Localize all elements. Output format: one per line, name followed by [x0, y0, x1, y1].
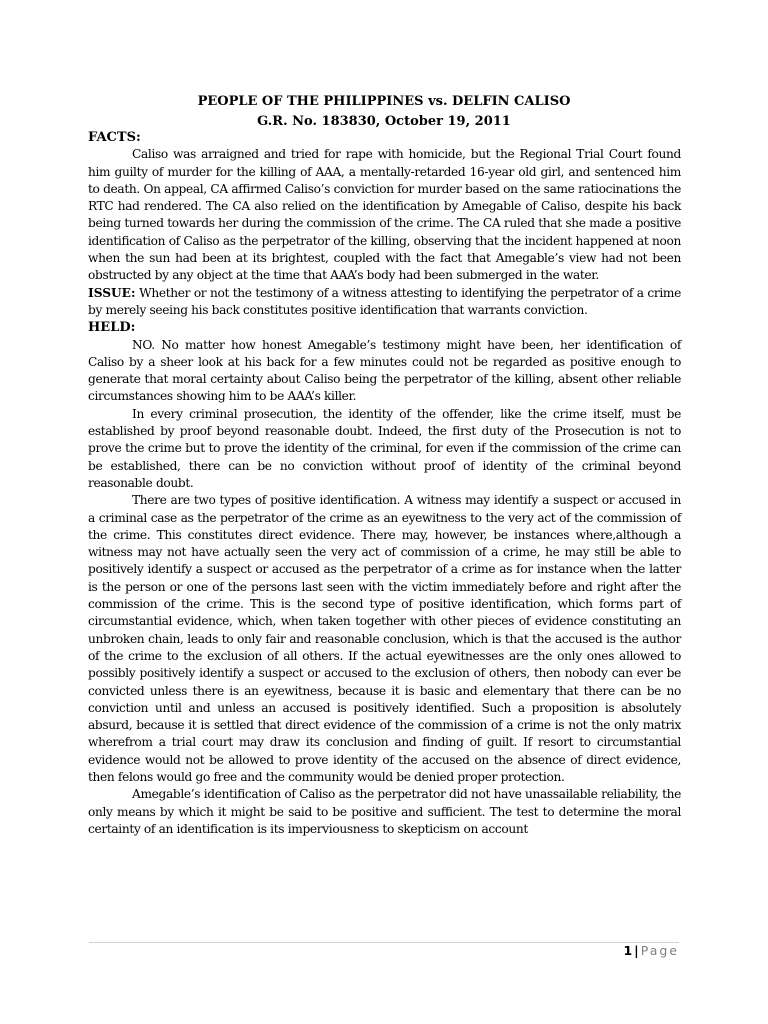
facts-paragraph: Caliso was arraigned and tried for rape with homicide, but the Regional Trial Court found him guilty of murder for the killing of AAA, a mentally-retarded 16-year old girl, and sentenced him to death. On appeal, CA affirmed Caliso’s conviction for murder based on the same ratiocinations the RTC had rendered. The CA also relied on the identification by Amegable of Caliso, despite his back being turned towards her during the commission of the crime. The CA ruled that she made a positive identification of Caliso as the perpetrator of the killing, observing that the incident happened at noon when the sun had been at its brightest, coupled with the fact that Amegable’s view had not been obstructed by any object at the time that AAA’s body had been submerged in the water. — [88, 147, 681, 283]
held-paragraph: NO. No matter how honest Amegable’s testimony might have been, her identification of Caliso by a sheer look at his back for a few minutes could not be regarded as positive enough to generate that moral certainty about Caliso being the perpetrator of the killing, absent other reliable circumstances showing him to be AAA’s killer. — [88, 337, 681, 404]
page-word: Page — [640, 943, 679, 958]
held-paragraph: In every criminal prosecution, the identity of the offender, like the crime itself, must be established by proof beyond reasonable doubt. Indeed, the first duty of the Prosecution is not to prove the crime but to prove the identity of the criminal, for even if the commission of the crime can be established, there can be no conviction without proof of identity of the criminal beyond reasonable doubt. — [88, 406, 681, 490]
page-number: 1 — [623, 943, 633, 958]
held-heading: HELD: — [88, 320, 136, 336]
page-footer — [623, 943, 679, 959]
footer-separator: | — [634, 943, 639, 958]
issue-paragraph — [88, 285, 681, 320]
issue-text: Whether or not the testimony of a witness attesting to identifying the perpetrator of a crime by merely seeing his back constitutes positive identification that warrants conviction. — [88, 285, 681, 317]
case-title-line: PEOPLE OF THE PHILIPPINES vs. DELFIN CALISO — [197, 94, 571, 109]
case-title — [88, 92, 680, 132]
footer-divider — [89, 942, 679, 943]
issue-label: ISSUE: — [88, 285, 136, 300]
document-body — [88, 129, 681, 838]
held-paragraph: There are two types of positive identification. A witness may identify a suspect or accused in a criminal case as the perpetrator of the crime as an eyewitness to the very act of the commission of the crime. This constitutes direct evidence. There may, however, be instances where,although a witness may not have actually seen the very act of commission of a crime, he may still be able to positively identify a suspect or accused as the perpetrator of a crime as for instance when the latter is the person or one of the persons last seen with the victim immediately before and right after the commission of the crime. This is the second type of positive identification, which forms part of circumstantial evidence, which, when taken together with other pieces of evidence constituting an unbroken chain, leads to only fair and reasonable conclusion, which is that the accused is the author of the crime to the exclusion of all others. If the actual eyewitnesses are the only ones allowed to possibly positively identify a suspect or accused to the exclusion of others, then nobody can ever be convicted unless there is an eyewitness, because it is basic and elementary that there can be no conviction until and unless an accused is positively identified. Such a proposition is absolutely absurd, because it is settled that direct evidence of the commission of a crime is not the only matrix wherefrom a trial court may draw its conclusion and finding of guilt. If resort to circumstantial evidence would not be allowed to prove identity of the accused on the absence of direct evidence, then felons would go free and the community would be denied proper protection. — [88, 493, 681, 784]
case-citation-line: G.R. No. 183830, October 19, 2011 — [257, 114, 511, 129]
facts-heading: FACTS: — [88, 130, 141, 145]
held-paragraph: Amegable’s identification of Caliso as the perpetrator did not have unassailable reliability, the only means by which it might be said to be positive and sufficient. The test to determine the moral certainty of an identification is its imperviousness to skepticism on account — [88, 787, 681, 836]
